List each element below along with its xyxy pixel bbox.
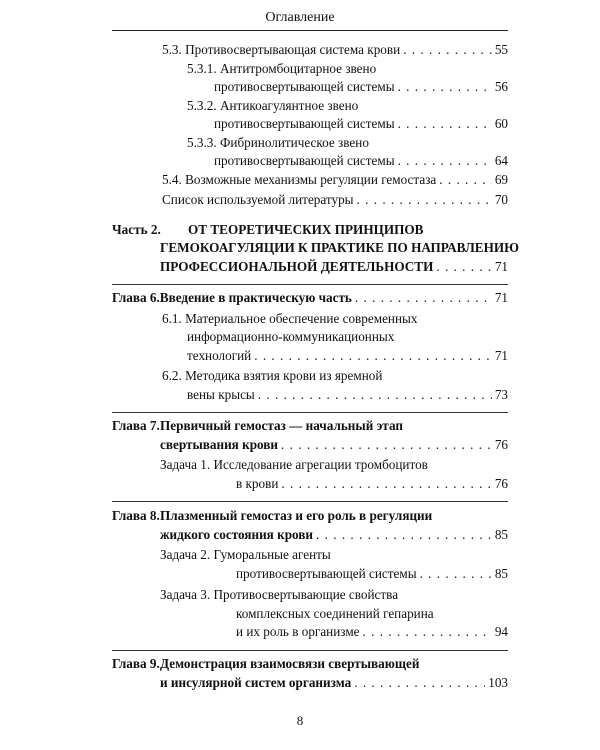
toc-entry-label: информационно-коммуникационных (187, 329, 395, 344)
toc-page-number: 85 (494, 566, 508, 581)
toc-entry-label: 5.3. Противосвертывающая система крови (162, 42, 401, 57)
section-divider (112, 650, 508, 651)
dot-leader (420, 564, 492, 583)
toc-entry-label: комплексных соединений гепарина (236, 606, 434, 621)
toc-entry-label: противосвертывающей системы (236, 566, 417, 581)
toc-entry-label: Задача 3. Противосвертывающие свойства (160, 587, 399, 602)
toc-entry-label: противосвертывающей системы (214, 79, 395, 94)
toc-task-2-line1[interactable] (160, 545, 331, 564)
toc-page-number: 76 (494, 476, 508, 491)
toc-entry-6-2-line1[interactable] (162, 366, 382, 385)
toc-page-number: 55 (494, 42, 508, 57)
chapter-label: Глава 8. (112, 508, 160, 523)
toc-task-2[interactable] (236, 564, 508, 583)
toc-entry-5-3-2[interactable] (214, 114, 508, 133)
toc-entry-6-1[interactable] (187, 346, 508, 365)
toc-part-2-line2[interactable] (160, 238, 519, 257)
toc-entry-5-3[interactable] (162, 40, 508, 59)
dot-leader (254, 346, 492, 365)
toc-entry-label: ГЕМОКОАГУЛЯЦИИ К ПРАКТИКЕ ПО НАПРАВЛЕНИЮ (160, 240, 519, 255)
toc-page-number: 69 (494, 172, 508, 187)
toc-chapter-9-line1[interactable] (112, 654, 419, 673)
toc-entry-label: жидкого состояния крови (160, 527, 314, 542)
toc-part-2[interactable] (160, 257, 508, 276)
toc-entry-label: противосвертывающей системы (214, 153, 395, 168)
toc-entry-label: Задача 2. Гуморальные агенты (160, 547, 331, 562)
toc-chapter-7[interactable] (160, 435, 508, 454)
dot-leader (281, 474, 491, 493)
toc-page-number: 94 (494, 624, 508, 639)
page-number: 8 (296, 713, 304, 728)
toc-entry-label: и инсулярной систем организма (160, 675, 352, 690)
toc-entry-label: 5.3.3. Фибринолитическое звено (187, 135, 369, 150)
toc-entry-label: Список используемой литературы (162, 192, 354, 207)
toc-entry-label: Плазменный гемостаз и его роль в регуляции (160, 508, 433, 523)
dot-leader (363, 622, 492, 641)
toc-page-number: 71 (494, 259, 508, 274)
dot-leader (398, 151, 492, 170)
toc-page-number: 64 (494, 153, 508, 168)
dot-leader (436, 257, 491, 276)
toc-entry-5-3-1-line1[interactable] (187, 59, 376, 78)
toc-page-number: 103 (488, 675, 508, 690)
toc-entry-5-3-3-line1[interactable] (187, 133, 369, 152)
dot-leader (439, 170, 492, 189)
toc-entry-6-2[interactable] (187, 385, 508, 404)
toc-page-number: 71 (494, 348, 508, 363)
toc-chapter-8-line1[interactable] (112, 506, 432, 525)
toc-entry-label: 6.1. Материальное обеспечение современных (162, 311, 418, 326)
toc-entry-label: 5.3.2. Антикоагулянтное звено (187, 98, 359, 113)
toc-entry-label: Введение в практическую часть (159, 290, 352, 305)
dot-leader (355, 288, 492, 307)
dot-leader (403, 40, 492, 59)
toc-task-1[interactable] (236, 474, 508, 493)
toc-entry-label: вены крысы (187, 387, 255, 402)
running-head: Оглавление (265, 10, 335, 25)
toc-entry-6-1-line1[interactable] (162, 309, 418, 328)
chapter-label: Глава 7. (112, 418, 160, 433)
toc-entry-label: 5.4. Возможные механизмы регуляции гемостаза (162, 172, 437, 187)
toc-chapter-7-line1[interactable] (112, 416, 403, 435)
toc-entry-references[interactable] (162, 190, 508, 209)
section-divider (112, 284, 508, 285)
toc-entry-label: Первичный гемостаз — начальный этап (160, 418, 403, 433)
toc-chapter-8[interactable] (160, 525, 508, 544)
dot-leader (316, 525, 492, 544)
dot-leader (354, 673, 485, 692)
dot-leader (258, 385, 492, 404)
toc-page-number: 60 (494, 116, 508, 131)
toc-task-3[interactable] (236, 622, 508, 641)
dot-leader (398, 114, 492, 133)
toc-page-number: 70 (494, 192, 508, 207)
part-label: Часть 2. (112, 222, 161, 237)
toc-page-number: 76 (494, 437, 508, 452)
toc-page-number: 56 (494, 79, 508, 94)
toc-entry-label: ПРОФЕССИОНАЛЬНОЙ ДЕЯТЕЛЬНОСТИ (160, 259, 434, 274)
toc-entry-label: Демонстрация взаимосвязи свертывающей (160, 656, 420, 671)
section-divider (112, 412, 508, 413)
toc-entry-label: 5.3.1. Антитромбоцитарное звено (187, 61, 377, 76)
toc-entry-label: Задача 1. Исследование агрегации тромбоцитов (160, 457, 428, 472)
toc-entry-label: ОТ ТЕОРЕТИЧЕСКИХ ПРИНЦИПОВ (188, 222, 424, 237)
dot-leader (398, 77, 492, 96)
toc-task-3-line1[interactable] (160, 585, 398, 604)
section-divider (112, 501, 508, 502)
chapter-label: Глава 9. (112, 656, 160, 671)
toc-entry-5-3-1[interactable] (214, 77, 508, 96)
toc-chapter-6[interactable] (112, 288, 508, 307)
dot-leader (357, 190, 492, 209)
toc-entry-5-3-3[interactable] (214, 151, 508, 170)
dot-leader (281, 435, 492, 454)
toc-entry-label: в крови (236, 476, 279, 491)
toc-part-2-line1[interactable] (112, 220, 423, 239)
toc-chapter-9[interactable] (160, 673, 508, 692)
header-rule (112, 30, 508, 31)
toc-entry-label: свертывания крови (160, 437, 279, 452)
toc-task-1-line1[interactable] (160, 455, 428, 474)
toc-page-number: 85 (494, 527, 508, 542)
toc-entry-6-1-line2[interactable] (187, 327, 394, 346)
toc-entry-5-3-2-line1[interactable] (187, 96, 358, 115)
toc-task-3-line2[interactable] (236, 604, 434, 623)
chapter-label: Глава 6. (112, 290, 160, 305)
toc-entry-label: технологий (187, 348, 252, 363)
toc-entry-label: и их роль в организме (236, 624, 360, 639)
toc-entry-5-4[interactable] (162, 170, 508, 189)
toc-page-number: 73 (494, 387, 508, 402)
toc-entry-label: противосвертывающей системы (214, 116, 395, 131)
toc-page-number: 71 (494, 290, 508, 305)
toc-entry-label: 6.2. Методика взятия крови из яремной (162, 368, 383, 383)
